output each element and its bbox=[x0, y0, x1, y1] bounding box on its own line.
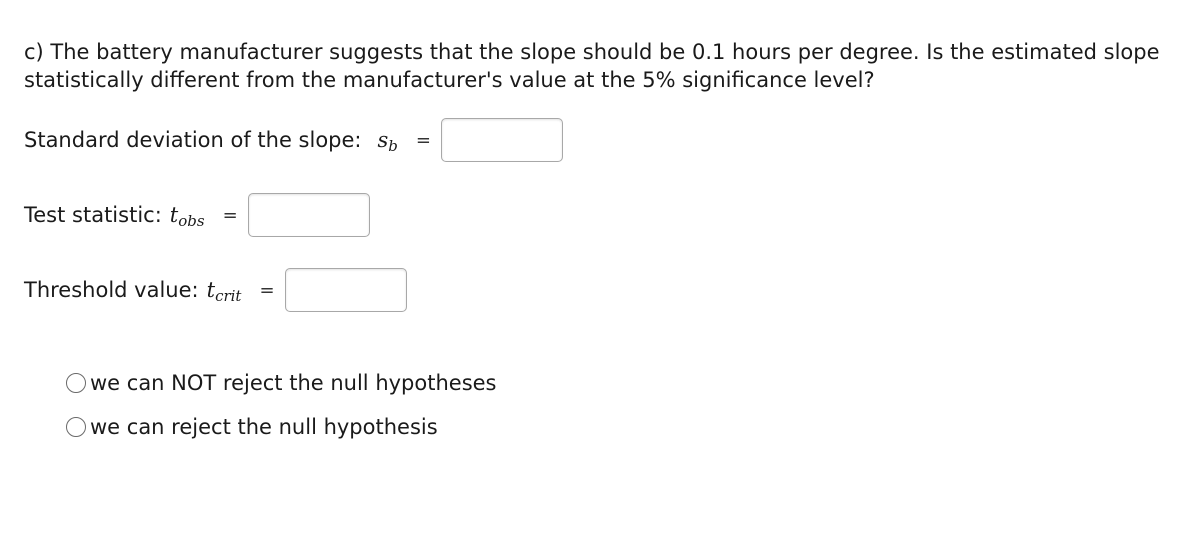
slope-sd-row bbox=[24, 118, 563, 162]
option-label[interactable]: we can NOT reject the null hypotheses bbox=[90, 371, 497, 395]
option-cannot-reject[interactable] bbox=[66, 371, 497, 395]
option-label[interactable]: we can reject the null hypothesis bbox=[90, 415, 438, 439]
test-stat-row bbox=[24, 193, 370, 237]
test-stat-label: Test statistic: bbox=[24, 203, 162, 227]
radio-button[interactable] bbox=[66, 373, 86, 393]
test-stat-symbol-sub: obs bbox=[178, 212, 205, 230]
threshold-symbol-main: t bbox=[206, 278, 216, 302]
threshold-label: Threshold value: bbox=[24, 278, 199, 302]
test-stat-symbol-main: t bbox=[169, 203, 179, 227]
threshold-input[interactable] bbox=[285, 268, 407, 312]
slope-sd-input[interactable] bbox=[441, 118, 563, 162]
test-stat-symbol bbox=[169, 203, 205, 230]
threshold-equals: = bbox=[259, 279, 275, 301]
slope-sd-label: Standard deviation of the slope: bbox=[24, 128, 362, 152]
threshold-symbol bbox=[206, 278, 242, 305]
slope-sd-symbol bbox=[377, 128, 398, 155]
radio-button[interactable] bbox=[66, 417, 86, 437]
slope-sd-symbol-main: s bbox=[377, 128, 389, 152]
threshold-row bbox=[24, 268, 407, 312]
test-stat-input[interactable] bbox=[248, 193, 370, 237]
test-stat-equals: = bbox=[222, 204, 238, 226]
option-can-reject[interactable] bbox=[66, 415, 438, 439]
question-text: c) The battery manufacturer suggests that the slope should be 0.1 hours per degree. Is the estimated slope statistically different from the manufacturer's value at the 5% significance level? bbox=[24, 40, 1160, 92]
slope-sd-equals: = bbox=[415, 129, 431, 151]
slope-sd-symbol-sub: b bbox=[388, 137, 398, 155]
threshold-symbol-sub: crit bbox=[215, 287, 242, 305]
